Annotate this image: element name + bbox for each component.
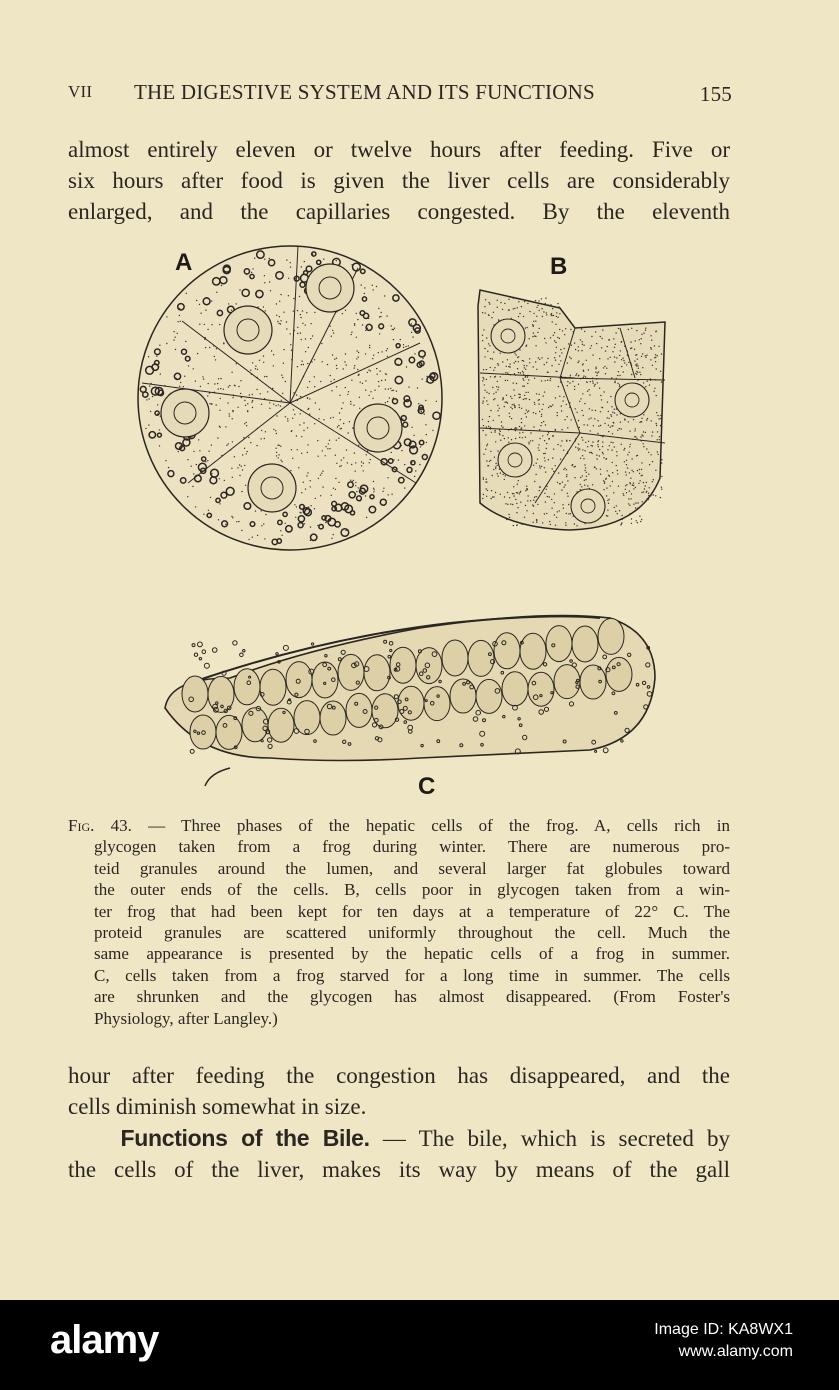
- figure-c-drawing: [165, 616, 655, 786]
- text-line: the cells of the liver, makes its way by means of the gall: [68, 1157, 730, 1182]
- caption-line: ter frog that had been kept for ten days at a temperature of 22° C. The: [94, 901, 730, 921]
- running-head: [68, 80, 732, 106]
- page-number: 155: [699, 82, 732, 106]
- image-id: Image ID: KA8WX1: [654, 1321, 793, 1338]
- caption-line: glycogen taken from a frog during winter. There are numerous pro-: [94, 837, 730, 857]
- alamy-logo: alamy: [50, 1318, 159, 1362]
- figure-label: Fig.: [68, 816, 95, 835]
- figure-a-drawing: [138, 246, 442, 550]
- text-line: enlarged, and the capillaries congested. By the eleventh: [68, 199, 730, 224]
- caption-line: [68, 815, 730, 836]
- figure-caption: [68, 815, 730, 1029]
- text-line: almost entirely eleven or twelve hours after feeding. Five or: [68, 137, 730, 162]
- paragraph-functions-of-bile: [68, 1123, 730, 1185]
- site-url: www.alamy.com: [678, 1343, 793, 1360]
- caption-line: the outer ends of the cells. B, cells poor in glycogen taken from a win-: [94, 880, 730, 900]
- caption-line: C, cells taken from a frog starved for a long time in summer. The cells: [94, 965, 730, 985]
- caption-line: are shrunken and the glycogen has almost disappeared. (From Foster's: [94, 987, 730, 1007]
- section-sidehead: Functions of the Bile.: [120, 1125, 370, 1151]
- paragraph-top: [68, 134, 730, 227]
- figure-label-b: B: [550, 253, 568, 280]
- figure-b-drawing: [478, 290, 665, 530]
- caption-first-line: 43. — Three phases of the hepatic cells of the frog. A, cells rich in: [110, 816, 731, 835]
- caption-line: same appearance is presented by the hepatic cells of a frog in summer.: [94, 944, 730, 964]
- paragraph-after-figure: [68, 1060, 730, 1122]
- figure-43-illustration: [120, 238, 690, 798]
- text-line: [68, 1123, 730, 1154]
- figure-label-a: A: [175, 249, 193, 276]
- text-line: hour after feeding the congestion has disappeared, and the: [68, 1063, 730, 1088]
- image-id-block: [654, 1319, 793, 1363]
- text-line: cells diminish somewhat in size.: [68, 1094, 367, 1119]
- caption-line: Physiology, after Langley.): [94, 1008, 278, 1028]
- sidehead-continuation: — The bile, which is secreted by: [369, 1126, 731, 1151]
- text-line: six hours after food is given the liver cells are considerably: [68, 168, 730, 193]
- running-title: THE DIGESTIVE SYSTEM AND ITS FUNCTIONS: [134, 80, 595, 104]
- figure-label-c: C: [418, 773, 436, 798]
- chapter-number: VII: [68, 82, 93, 101]
- caption-line: teid granules around the lumen, and several larger fat globules toward: [94, 858, 730, 878]
- caption-line: proteid granules are scattered uniformly throughout the cell. Much the: [94, 923, 730, 943]
